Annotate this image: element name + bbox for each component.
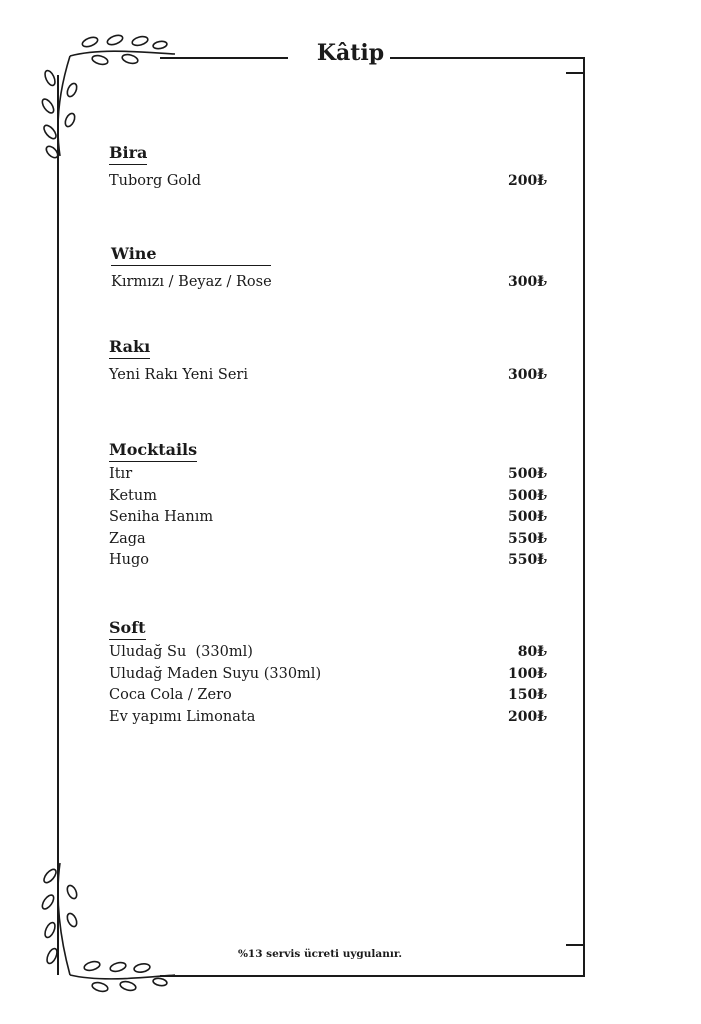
item-price: 150₺	[508, 687, 547, 703]
item-list	[109, 464, 549, 572]
section-mocktails	[109, 440, 549, 572]
service-charge-note: %13 servis ücreti uygulanır.	[237, 948, 403, 960]
list-item	[109, 550, 549, 572]
frame-left	[57, 75, 59, 975]
item-name: Uludağ Su (330ml)	[109, 644, 253, 660]
item-price: 80₺	[517, 644, 547, 660]
item-list	[109, 365, 549, 387]
item-name: Yeni Rakı Yeni Seri	[109, 367, 248, 383]
item-name: Kırmızı / Beyaz / Rose	[111, 274, 272, 290]
section-heading: Bira	[109, 143, 147, 165]
frame-corner-inner-tr	[566, 72, 585, 74]
section-wine	[111, 244, 549, 294]
section-bira	[109, 143, 549, 193]
item-list	[109, 171, 549, 193]
item-price: 100₺	[508, 665, 547, 682]
item-name: Seniha Hanım	[109, 509, 214, 525]
item-name: Coca Cola / Zero	[109, 687, 232, 703]
list-item	[109, 464, 549, 486]
item-name: Itır	[109, 466, 133, 482]
section-soft	[109, 618, 549, 728]
list-item	[109, 171, 549, 193]
frame-corner-inner-br	[566, 944, 585, 946]
item-name: Hugo	[109, 552, 149, 568]
list-item	[109, 707, 549, 729]
list-item	[109, 507, 549, 529]
frame-right	[583, 72, 585, 944]
item-price: 550₺	[508, 552, 547, 568]
item-name: Ketum	[109, 487, 157, 504]
item-name: Ev yapımı Limonata	[109, 708, 256, 725]
list-item	[109, 642, 549, 664]
item-list	[109, 642, 549, 728]
menu-title: Kâtip	[0, 40, 701, 66]
list-item	[109, 529, 549, 551]
section-heading: Mocktails	[109, 440, 197, 462]
list-item	[109, 486, 549, 508]
item-price: 300₺	[508, 367, 547, 383]
item-name: Uludağ Maden Suyu (330ml)	[109, 665, 322, 682]
section-heading: Rakı	[109, 337, 150, 359]
item-name: Zaga	[109, 530, 146, 547]
item-price: 500₺	[508, 466, 547, 482]
item-price: 500₺	[508, 509, 547, 525]
list-item	[111, 272, 549, 294]
item-price: 500₺	[508, 487, 547, 504]
item-price: 550₺	[508, 530, 547, 547]
list-item	[109, 685, 549, 707]
list-item	[109, 664, 549, 686]
list-item	[109, 365, 549, 387]
frame-bottom	[160, 975, 568, 977]
item-price: 200₺	[508, 708, 547, 725]
vine-icon	[30, 858, 180, 998]
item-name: Tuborg Gold	[109, 173, 202, 189]
item-list	[111, 272, 549, 294]
section-raki	[109, 337, 549, 387]
section-heading: Wine	[111, 244, 271, 266]
item-price: 300₺	[508, 274, 547, 290]
item-price: 200₺	[508, 173, 547, 189]
section-heading: Soft	[109, 618, 146, 640]
